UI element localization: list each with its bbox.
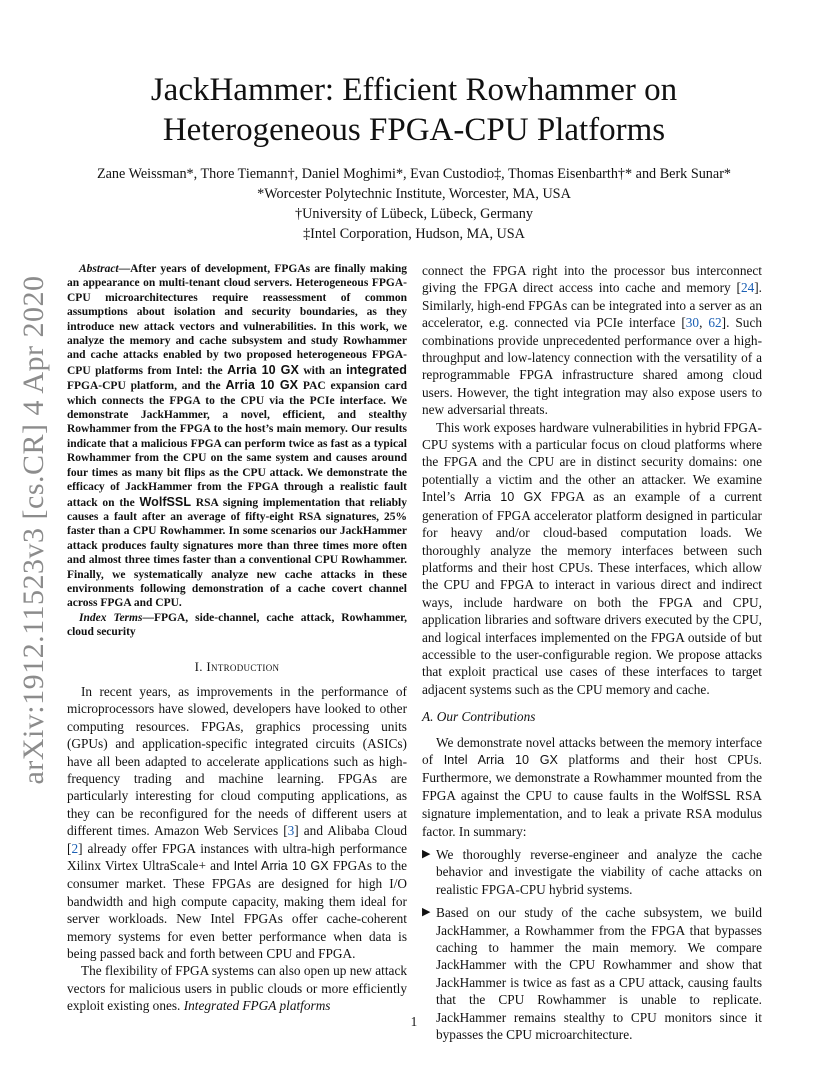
body-arria: Intel Arria 10 GX	[443, 752, 558, 767]
body-text: FPGA as an example of a current generation of FPGA accelerator platform designed in particular for heavy and/or cloud-based computation loads. We thoroughly analyze the memory interfaces between such platforms and their host CPUs. These interfaces, which allow the CPU and FPGA to interact in various direct and indirect ways, include hardware on both the FPGA and CPU, application libraries and software drivers executed by the CPU, and logical interfaces implemented on the FPGA outside of but accessible to the user-configurable region. We propose attacks that exploit practical use cases of these interfaces to target adjacent systems such as the CPU memory and cache.	[422, 489, 762, 697]
intro-arria: Intel Arria 10 GX	[233, 859, 329, 874]
citation-link[interactable]: 3	[287, 823, 295, 839]
abstract-text: After years of development, FPGAs are finally making an appearance on multi-tenant cloud servers. Heterogeneous FPGA-CPU microarchitectures require reassessment of common assumptions about isolation and security boundaries, as they introduce new attack vectors and vulnerabilities. In this work, we analyze the memory and cache subsystem and study Rowhammer and cache attacks enabled by two proposed heterogeneous FPGA-CPU platforms from Intel: the	[67, 263, 407, 377]
citation-separator: ,	[699, 315, 709, 331]
bullet-text: Based on our study of the cache subsystem, we build JackHammer, a Rowhammer from the FPGA that bypasses caching to hammer the main memory. We compare JackHammer with the CPU Rowhammer and show that JackHammer is twice as fast as a CPU attack, causing faults that the CPU Rowhammer is unable to replicate. JackHammer remains stealthy to CPU monitors since it bypasses the CPU microarchitecture.	[436, 905, 762, 1043]
body-text: This work exposes hardware vulnerabilities in hybrid FPGA-CPU systems with a particular focus on cloud platforms where the FPGA and the CPU are in distinct security domains: one potentially a victim and the other an attacker. We examine Intel’s	[422, 419, 762, 505]
body-text: connect the FPGA right into the processor bus interconnect giving the FPGA direct access into cache and memory [	[422, 263, 762, 296]
abstract-text: PAC expansion card which connects the FPGA to the CPU via the PCIe interface. We demonstrate JackHammer, a novel, efficient, and stealthy Rowhammer from the FPGA to the host’s main memory. Our results indicate that a malicious FPGA can perform twice as fast as a typical Rowhammer from the CPU on the same system and causes around four times as many bit flips as the CPU attack. We demonstrate the efficacy of JackHammer from the FPGA through a realistic fault attack on the	[67, 380, 407, 509]
body-text: We demonstrate novel attacks between the memory interface of	[422, 734, 762, 767]
abstract-integrated: integrated	[346, 362, 408, 377]
citation-link[interactable]: 62	[708, 315, 722, 331]
abstract-label: Abstract	[79, 263, 119, 275]
author-names: Zane Weissman*, Thore Tiemann†, Daniel Moghimi*, Evan Custodio‡, Thomas Eisenbarth†* and Berk Sunar*	[96, 166, 732, 182]
contribution-bullet	[422, 846, 762, 898]
body-paragraph	[422, 419, 762, 699]
intro-text: In recent years, as improvements in the performance of microprocessors have slowed, developers have looked to other computing resources. FPGAs, graphics processing units (GPUs) and application-specific integrated circuits (ASICs) have all been adapted to accelerate applications such as high-frequency trading and machine learning. FPGAs are particularly interesting for cloud computing applications, as they can be reconfigured for the needs of different users at different times. Amazon Web Services [	[67, 683, 407, 839]
title-line-1: JackHammer: Efficient Rowhammer on	[150, 72, 678, 108]
body-text: ]. Similarly, high-end FPGAs can be integrated into a server as an accelerator, e.g. connected via PCIe interface [	[422, 280, 762, 331]
intro-paragraph	[67, 683, 407, 963]
abstract-wolfssl: WolfSSL	[139, 494, 192, 509]
abstract	[67, 262, 407, 640]
title-line-2: Heterogeneous FPGA-CPU Platforms	[162, 112, 666, 148]
section-heading-introduction: I. Introduction	[194, 658, 280, 674]
citation-link[interactable]: 24	[740, 280, 755, 296]
abstract-arria: Arria 10 GX	[227, 362, 299, 377]
affiliation-wpi: *Worcester Polytechnic Institute, Worcester, MA, USA	[257, 186, 571, 202]
bullet-marker-icon: ▶	[422, 848, 431, 860]
abstract-text: RSA signing implementation that reliably causes a fault after an average of fifty-eight RSA signatures, 25% faster than a CPU Rowhammer. In some scenarios our JackHammer attack produces faulty signatures more than three times more often and almost three times faster than a conventional CPU Rowhammer. Finally, we systematically analyze new cache attacks in these environments following demonstration of a cache covert channel across FPGA and CPU.	[67, 496, 407, 610]
arxiv-stamp	[14, 275, 54, 785]
intro-text: The flexibility of FPGA systems can also open up new attack vectors for malicious users in public clouds or more efficiently exploit existing ones.	[67, 963, 407, 1014]
index-terms: —FPGA, side-channel, cache attack, Rowhammer, cloud security	[67, 611, 408, 639]
paper-title	[0, 70, 828, 150]
bullet-text: We thoroughly reverse-engineer and analyze the cache behavior and investigate the viability of cache attacks on realistic FPGA-CPU hybrid systems.	[436, 847, 762, 897]
arxiv-id: arXiv:1912.11523v3 [cs.CR] 4 Apr 2020	[17, 275, 50, 785]
author-block	[0, 164, 828, 244]
page-number: 1	[410, 1014, 418, 1029]
affiliation-luebeck: †University of Lübeck, Lübeck, Germany	[295, 206, 533, 222]
affiliation-intel: ‡Intel Corporation, Hudson, MA, USA	[303, 226, 525, 242]
intro-text: FPGAs to the consumer market. These FPGAs are designed for high I/O bandwidth and high compute capacity, making them ideal for server workloads. New Intel FPGAs offer cache-coherent memory systems for even better performance when data is being passed back and forth between CPU and FPGA.	[67, 858, 408, 962]
abstract-dash: —	[118, 263, 131, 275]
body-wolfssl: WolfSSL	[681, 788, 731, 803]
citation-link[interactable]: 30	[685, 315, 700, 331]
index-terms-label: Index Terms	[79, 611, 143, 624]
body-paragraph	[422, 734, 762, 840]
citation-link[interactable]: 2	[71, 840, 79, 856]
bullet-marker-icon: ▶	[422, 906, 431, 919]
abstract-arria: Arria 10 GX	[225, 378, 299, 393]
body-text: RSA signature implementation, and to leak a private RSA modulus factor. In summary:	[422, 787, 762, 839]
body-paragraph	[422, 262, 762, 419]
intro-text: ] already offer FPGA instances with ultra-high performance Xilinx Virtex UltraScale+ and	[67, 840, 407, 874]
intro-paragraph	[67, 962, 407, 1014]
body-text: platforms and their host CPUs. Furthermore, we demonstrate a Rowhammer mounted from the FPGA against the CPU to cause faults in the	[422, 751, 762, 803]
left-column	[67, 262, 407, 1015]
intro-italic: Integrated FPGA platforms	[183, 998, 331, 1014]
intro-text: ] and Alibaba Cloud [	[67, 823, 407, 856]
right-column	[422, 262, 762, 1043]
body-text: ]. Such combinations provide unprecedented performance over a high-throughput and low-latency connection with the versatility of a reprogrammable FPGA infrastructure shared among cloud users. However, the tight integration may also expose users to new adversarial threats.	[422, 315, 762, 418]
body-arria: Arria 10 GX	[464, 490, 542, 505]
abstract-text: with an	[298, 364, 347, 377]
abstract-text: FPGA-CPU platform, and the	[67, 380, 226, 393]
subsection-heading-contributions: A. Our Contributions	[422, 709, 536, 725]
